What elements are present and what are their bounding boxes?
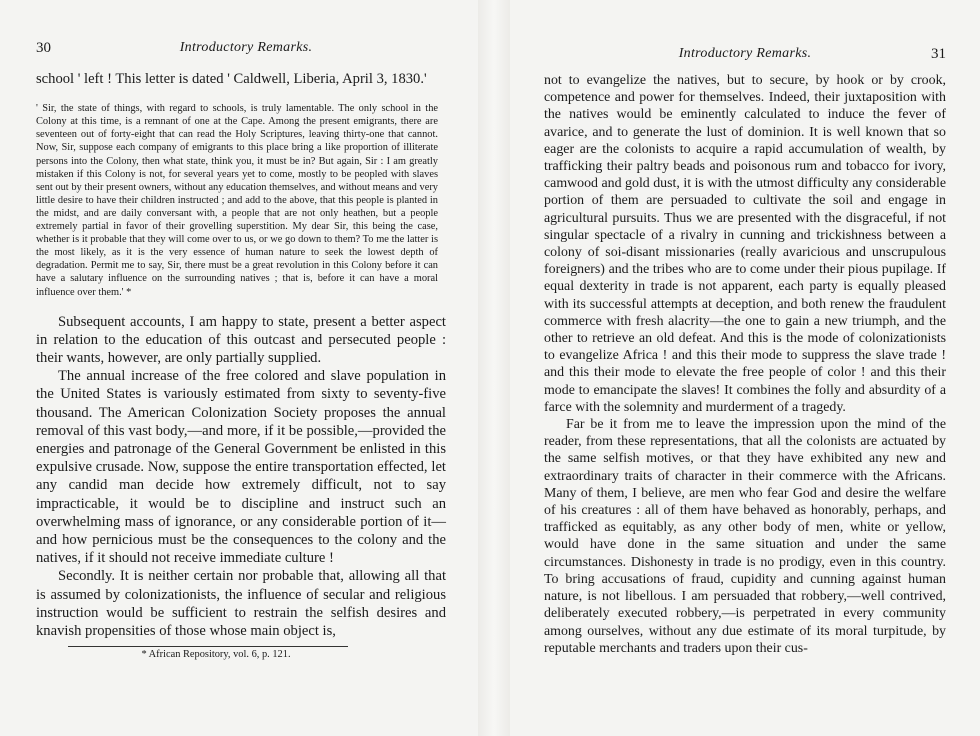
right-running-head: Introductory Remarks. (678, 46, 812, 61)
left-page-number: 30 (36, 40, 51, 56)
left-running-head: Introductory Remarks. (179, 40, 313, 55)
right-body (544, 72, 946, 657)
right-paragraph: not to evangelize the natives, but to secure, by hook or by crook, competence and power for themselves. Indeed, their juxtaposition with the natives would be eminently calculated to induce the fever of avarice, and to generate the lust of dominion. It is well known that so eager are the colonists to acquire a rapid accumulation of wealth, by trafficking their paltry beads and poisonous rum and tobacco for ivory, camwood and gold dust, it is with the utmost difficulty any considerable portion of them are persuaded to cultivate the soil and engage in agricultural pursuits. Thus we are presented with the disgraceful, if not singular spectacle of a rivalry in cunning and trickishness between a colony of soi-disant missionaries (really avaricious and unscrupulous foreigners) and the tribes who are to come under their pious pupilage. If equal dexterity in trade is not apparent, each party is equally pleased with its successful attempts at deception, and both renew the fraudulent commerce with fresh alacrity—the one to gain a new triumph, and the other to retrieve an old defeat. And this is the mode of colonizationists to evangelize Africa ! and this their mode to suppress the slave trade ! and this their mode to elevate the free people of color ! and this their mode to emancipate the slaves! It combines the folly and absurdity of a farce with the solemnity and murderment of a tragedy. (544, 73, 946, 415)
footnote-rule (68, 646, 348, 647)
left-page (0, 0, 478, 736)
left-paragraph: Secondly. It is neither certain nor probable that, allowing all that is assumed by colonizationists, the influence of secular and religious instruction would be sufficient to restrain the selfish desires and knavish propensities of those whose main object is, (36, 568, 446, 640)
left-paragraph: The annual increase of the free colored and slave population in the United States is variously estimated from sixty to seventy-five thousand. The American Colonization Society proposes the annual removal of this vast body,—and more, if it be possible,—provided the energies and patronage of the General Government be enlisted in this expulsive crusade. Now, suppose the entire transportation effected, let any candid man decide how extremely difficult, not to say impracticable, it would be to discipline and instruct such an overwhelming mass of ignorance, or any considerable portion of it—and how pernicious must be the consequences to the colony and the natives, if it should not receive immediate culture ! (36, 368, 446, 567)
quoted-letter-text: ' Sir, the state of things, with regard to schools, is truly lamentable. The only school in the Colony at this time, is a remnant of one at the Cape. Among the present emigrants, there are seventeen out of forty-eight that can read the Holy Scriptures, leaving thirty-one that cannot. Now, Sir, suppose each company of emigrants to this place bring a like proportion of illiterate persons into the Colony, then what state, think you, it must be in? But again, Sir : I am greatly mistaken if this Colony is not, for several years yet to come, mostly to be peopled with slaves sent out by their present owners, without any education themselves, and without means and very little desire to have their children instructed ; and add to the above, that this people is planted in the midst, and are daily conversant with, a people that are not only heathen, but a people extremely partial in favor of their grovelling superstition. My dear Sir, this being the case, whether is it probable that they will come over to us, or we go down to them? To me the latter is the most likely, as it is the very essence of human nature to seek the lowest depth of degradation. Permit me to say, Sir, there must be a great revolution in this Colony before it can have a salutary influence on the surrounding natives ; that is, before it can have a moral influence over them.' * (36, 103, 438, 298)
right-paragraph: Far be it from me to leave the impression upon the mind of the reader, from these representations, that all the colonists are actuated by the same selfish motives, or that they have exhibited any new and extraordinary traits of character in their commerce with the Africans. Many of them, I believe, are men who fear God and desire the welfare of his creatures : all of them have behaved as honorably, perhaps, and trafficked as equitably, as any other body of men, white or yellow, would have done in the same situation and under the same circumstances. Dishonesty in trade is no prodigy, even in this country. To bring accusations of fraud, cupidity and cunning against human nature, is not libellous. I am persuaded that robbery,—well contrived, deliberately executed robbery,—is perpetrated in every community among ourselves, without any due estimate of its moral turpitude, by reputable merchants and traders upon their cus- (544, 417, 946, 656)
footnote: * African Repository, vol. 6, p. 121. (141, 649, 291, 661)
right-page-header (544, 42, 946, 68)
book-gutter (478, 0, 510, 736)
left-paragraph: Subsequent accounts, I am happy to state, present a better aspect in relation to the education of this outcast and persecuted people : their wants, however, are only partially supplied. (36, 313, 446, 367)
right-page-number: 31 (931, 46, 946, 62)
left-lead-text: school ' left ! This letter is dated ' Caldwell, Liberia, April 3, 1830.' (36, 71, 427, 87)
right-page (510, 0, 980, 736)
left-page-header (36, 40, 456, 66)
left-body (36, 313, 456, 641)
quoted-letter (36, 102, 456, 298)
